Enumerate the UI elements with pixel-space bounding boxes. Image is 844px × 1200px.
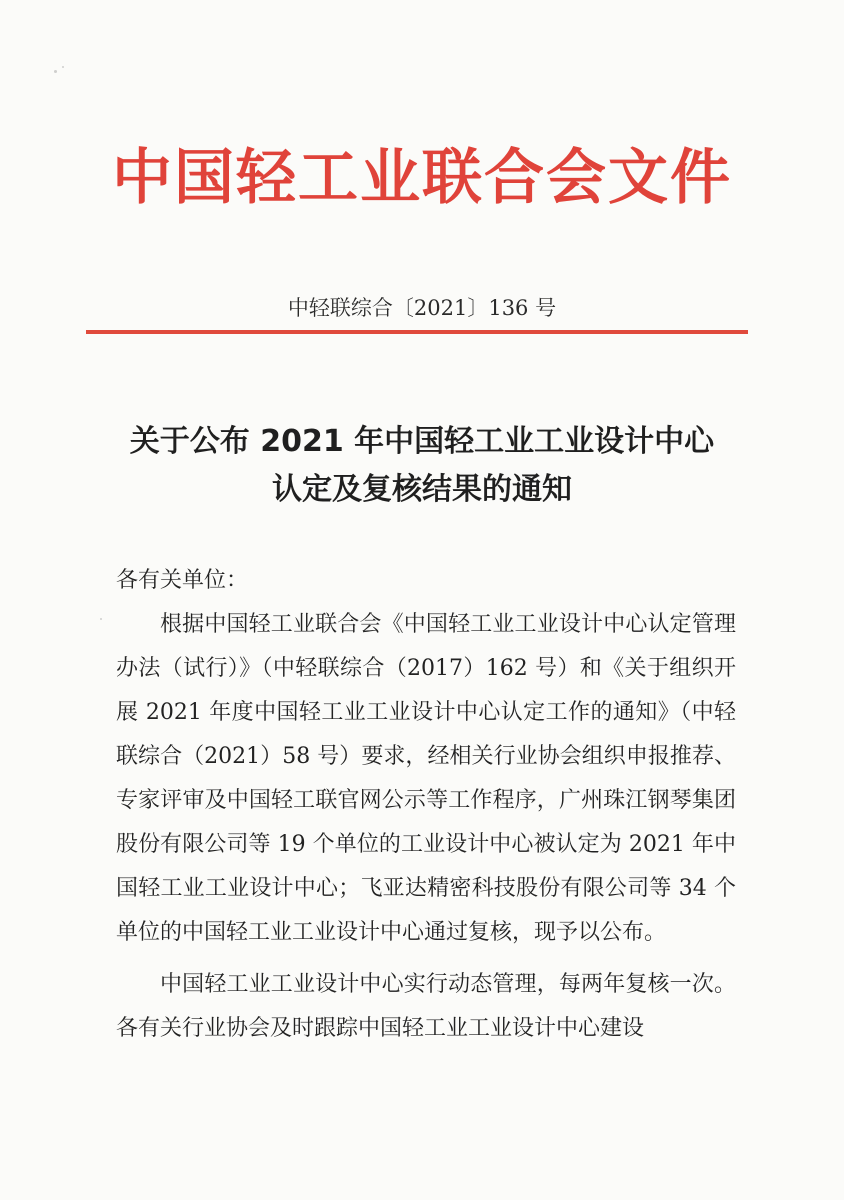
red-separator-line [86,330,748,334]
salutation: 各有关单位： [116,568,249,593]
notice-body [116,559,736,1051]
issuer-masthead: 中国轻工业联合会文件 [112,143,732,213]
notice-title-line-2: 认定及复核结果的通知 [272,472,572,507]
document-number: 中轻联综合〔2021〕136 号 [287,296,557,320]
notice-title-line-1: 关于公布 2021 年中国轻工业工业设计中心 [129,424,715,459]
notice-title [0,418,844,514]
body-paragraph-1: 根据中国轻工业联合会《中国轻工业工业设计中心认定管理办法（试行）》（中轻联综合（2017）162 号）和《关于组织开展 2021 年度中国轻工业工业设计中心认定工作的通知》（中轻联综合（2021）58 号）要求，经相关行业协会组织申报推荐、专家评审及中国轻工联官网公示等工作程序，广州珠江钢琴集团股份有限公司等 19 个单位的工业设计中心被认定为 2021 年中国轻工业工业设计中心；飞亚达精密科技股份有限公司等 34 个单位的中国轻工业工业设计中心通过复核，现予以公布。 [116,612,736,945]
paper-speck [54,70,57,73]
body-paragraph-2: 中国轻工业工业设计中心实行动态管理，每两年复核一次。各有关行业协会及时跟踪中国轻工业工业设计中心建设 [116,972,736,1041]
paper-speck [100,618,102,620]
paper-speck [62,66,64,68]
